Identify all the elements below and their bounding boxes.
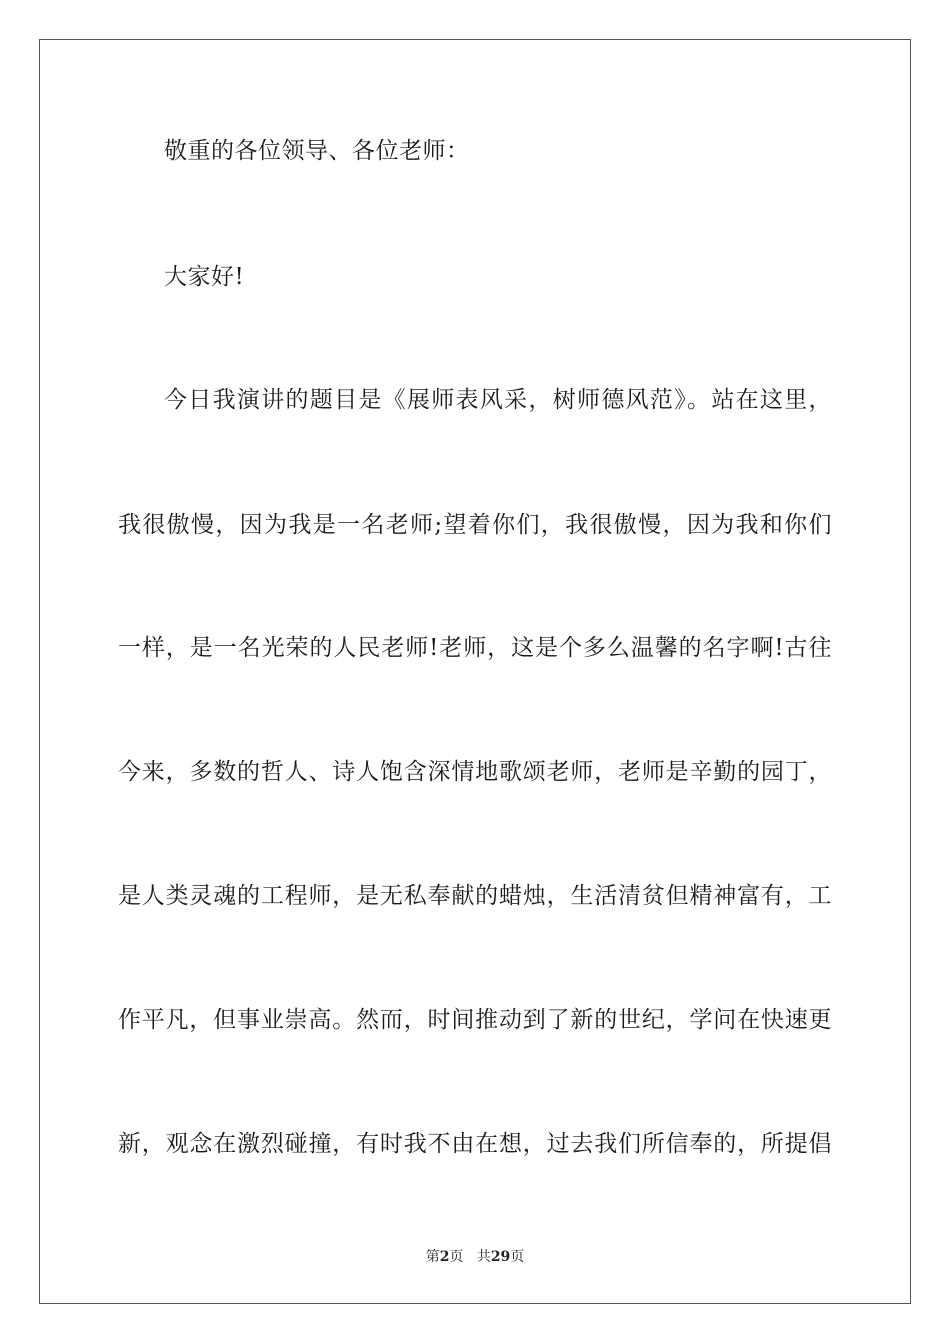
body-line: 一样，是一名光荣的人民老师!老师，这是个多么温馨的名字啊!古往 [118, 635, 832, 661]
salutation-line: 敬重的各位领导、各位老师： [164, 138, 470, 164]
body-line: 是人类灵魂的工程师，是无私奉献的蜡烛，生活清贫但精神富有，工 [118, 883, 832, 909]
total-pages: 29 [490, 1249, 511, 1265]
body-line: 我很傲慢，因为我是一名老师;望着你们，我很傲慢，因为我和你们 [118, 512, 832, 538]
greeting-line: 大家好! [164, 264, 245, 290]
body-line: 作平凡，但事业崇高。然而，时间推动到了新的世纪，学问在快速更 [118, 1007, 832, 1033]
body-line: 新，观念在激烈碰撞，有时我不由在想，过去我们所信奉的，所提倡 [118, 1131, 832, 1157]
body-line: 今日我演讲的题目是《展师表风采，树师德风范》。站在这里， [164, 387, 832, 413]
page-footer [0, 1248, 950, 1266]
page-prefix: 第 [425, 1249, 440, 1265]
page-suffix: 页 [449, 1249, 464, 1265]
page-number: 2 [439, 1249, 450, 1265]
total-prefix: 共 [476, 1249, 491, 1265]
total-suffix: 页 [510, 1249, 525, 1265]
page-border [39, 39, 911, 1304]
body-line: 今来，多数的哲人、诗人饱含深情地歌颂老师，老师是辛勤的园丁， [118, 759, 832, 785]
